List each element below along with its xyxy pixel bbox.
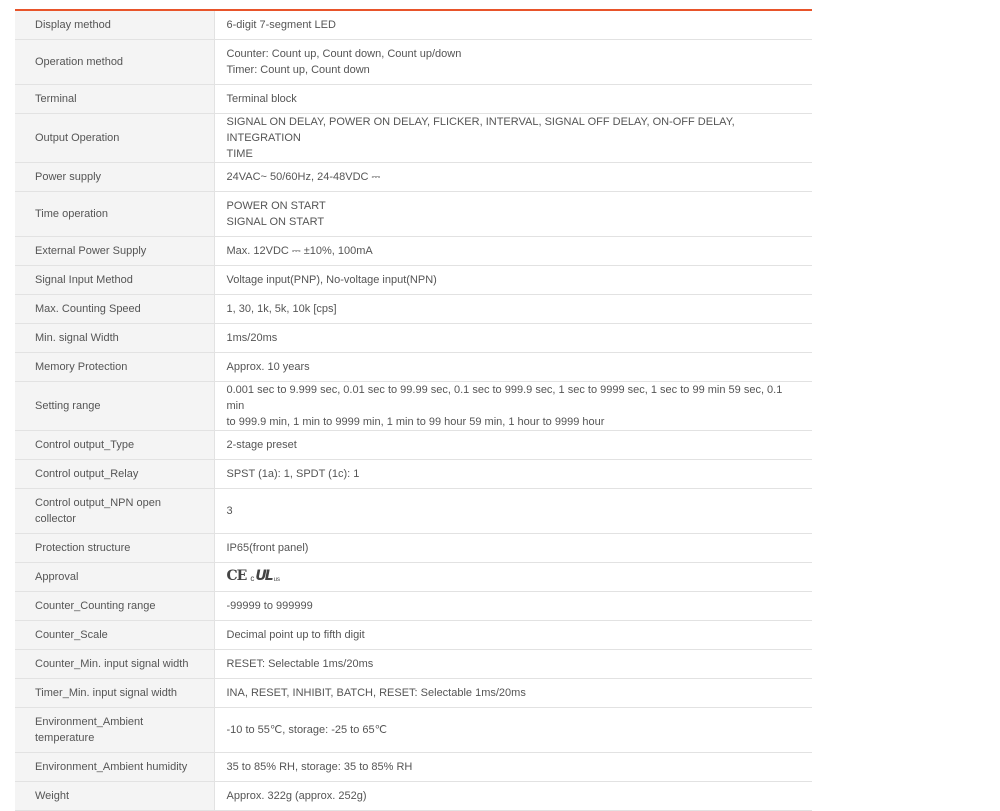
spec-row (15, 352, 812, 381)
spec-value (214, 562, 812, 591)
spec-value (214, 752, 812, 781)
spec-value (214, 84, 812, 113)
c-mark: c (250, 573, 255, 583)
spec-value (214, 113, 812, 162)
spec-value (214, 162, 812, 191)
spec-label: Time operation (15, 191, 214, 236)
spec-row (15, 488, 812, 533)
spec-label: Counter_Scale (15, 620, 214, 649)
spec-label: Setting range (15, 381, 214, 430)
spec-row (15, 11, 812, 39)
spec-label: Terminal (15, 84, 214, 113)
spec-row (15, 678, 812, 707)
spec-row (15, 562, 812, 591)
spec-value (214, 191, 812, 236)
spec-table (15, 11, 812, 811)
spec-row (15, 620, 812, 649)
spec-value-line: Terminal block (226, 92, 297, 105)
spec-value-line: 1ms/20ms (226, 331, 278, 344)
spec-value-line: SIGNAL ON START (226, 215, 325, 228)
spec-value-line: Voltage input(PNP), No-voltage input(NPN) (226, 273, 437, 286)
spec-value-line: Approx. 10 years (226, 360, 310, 373)
spec-row (15, 191, 812, 236)
spec-value (214, 11, 812, 39)
spec-value (214, 381, 812, 430)
spec-label: Environment_Ambient temperature (15, 707, 214, 752)
spec-value (214, 707, 812, 752)
ul-mark-icon: UL (255, 567, 272, 584)
spec-value (214, 533, 812, 562)
spec-value-line: to 999.9 min, 1 min to 9999 min, 1 min to 99 hour 59 min, 1 hour to 9999 hour (226, 415, 605, 428)
spec-label: Counter_Counting range (15, 591, 214, 620)
spec-label: Environment_Ambient humidity (15, 752, 214, 781)
spec-value-line: Decimal point up to fifth digit (226, 628, 365, 641)
spec-label: Max. Counting Speed (15, 294, 214, 323)
spec-label: Protection structure (15, 533, 214, 562)
spec-value-line: 3 (226, 504, 233, 517)
spec-row (15, 84, 812, 113)
spec-table-container (15, 9, 812, 811)
spec-value (214, 352, 812, 381)
spec-value (214, 294, 812, 323)
spec-row (15, 294, 812, 323)
spec-label: Approval (15, 562, 214, 591)
spec-row (15, 162, 812, 191)
spec-value (214, 236, 812, 265)
spec-value-line: INA, RESET, INHIBIT, BATCH, RESET: Selectable 1ms/20ms (226, 686, 526, 699)
spec-value-line: -99999 to 999999 (226, 599, 313, 612)
spec-label: Min. signal Width (15, 323, 214, 352)
spec-value (214, 649, 812, 678)
spec-value-line: Approx. 322g (approx. 252g) (226, 789, 367, 802)
spec-label: Control output_NPN open collector (15, 488, 214, 533)
spec-row (15, 707, 812, 752)
spec-value-line: 6-digit 7-segment LED (226, 18, 336, 31)
spec-value-line: 2-stage preset (226, 438, 297, 451)
spec-row (15, 649, 812, 678)
spec-row (15, 113, 812, 162)
us-mark: us (273, 576, 280, 583)
spec-value (214, 265, 812, 294)
spec-value (214, 430, 812, 459)
spec-value-line: SIGNAL ON DELAY, POWER ON DELAY, FLICKER, INTERVAL, SIGNAL OFF DELAY, ON-OFF DELAY, INTEGRATION (226, 115, 735, 144)
spec-label: Counter_Min. input signal width (15, 649, 214, 678)
spec-label: Signal Input Method (15, 265, 214, 294)
spec-row (15, 430, 812, 459)
spec-row (15, 323, 812, 352)
spec-row (15, 39, 812, 84)
spec-row (15, 533, 812, 562)
spec-value (214, 591, 812, 620)
spec-value (214, 323, 812, 352)
spec-value-line: 35 to 85% RH, storage: 35 to 85% RH (226, 760, 413, 773)
spec-label: External Power Supply (15, 236, 214, 265)
spec-value-line: 24VAC~ 50/60Hz, 24-48VDC ⎓ (226, 170, 381, 183)
approval-marks-logo (227, 569, 280, 583)
spec-value-line: 1, 30, 1k, 5k, 10k [cps] (226, 302, 337, 315)
spec-value-line: POWER ON START (226, 199, 326, 212)
spec-label: Output Operation (15, 113, 214, 162)
spec-row (15, 236, 812, 265)
spec-label: Display method (15, 11, 214, 39)
ce-mark-icon: CE (226, 567, 247, 584)
spec-row (15, 265, 812, 294)
spec-value-line: RESET: Selectable 1ms/20ms (226, 657, 374, 670)
spec-value (214, 781, 812, 810)
spec-row (15, 781, 812, 810)
spec-value-line: IP65(front panel) (226, 541, 309, 554)
spec-value-line: 0.001 sec to 9.999 sec, 0.01 sec to 99.99 sec, 0.1 sec to 999.9 sec, 1 sec to 9999 sec, 1 sec to 99 min 59 sec, 0.1 min (226, 383, 783, 412)
spec-value-line: TIME (226, 147, 253, 160)
spec-label: Power supply (15, 162, 214, 191)
spec-row (15, 752, 812, 781)
spec-label: Control output_Relay (15, 459, 214, 488)
spec-row (15, 459, 812, 488)
spec-value-line: Max. 12VDC ⎓ ±10%, 100mA (226, 244, 373, 257)
spec-value-line: Timer: Count up, Count down (226, 63, 370, 76)
spec-value-line: Counter: Count up, Count down, Count up/down (226, 47, 462, 60)
spec-label: Operation method (15, 39, 214, 84)
spec-value-line: -10 to 55℃, storage: -25 to 65℃ (226, 723, 387, 736)
spec-value-line: SPST (1a): 1, SPDT (1c): 1 (226, 467, 360, 480)
spec-label: Memory Protection (15, 352, 214, 381)
spec-label: Control output_Type (15, 430, 214, 459)
spec-value (214, 488, 812, 533)
spec-value (214, 678, 812, 707)
spec-value (214, 459, 812, 488)
spec-row (15, 381, 812, 430)
spec-value (214, 39, 812, 84)
spec-value (214, 620, 812, 649)
spec-row (15, 591, 812, 620)
spec-label: Weight (15, 781, 214, 810)
spec-label: Timer_Min. input signal width (15, 678, 214, 707)
